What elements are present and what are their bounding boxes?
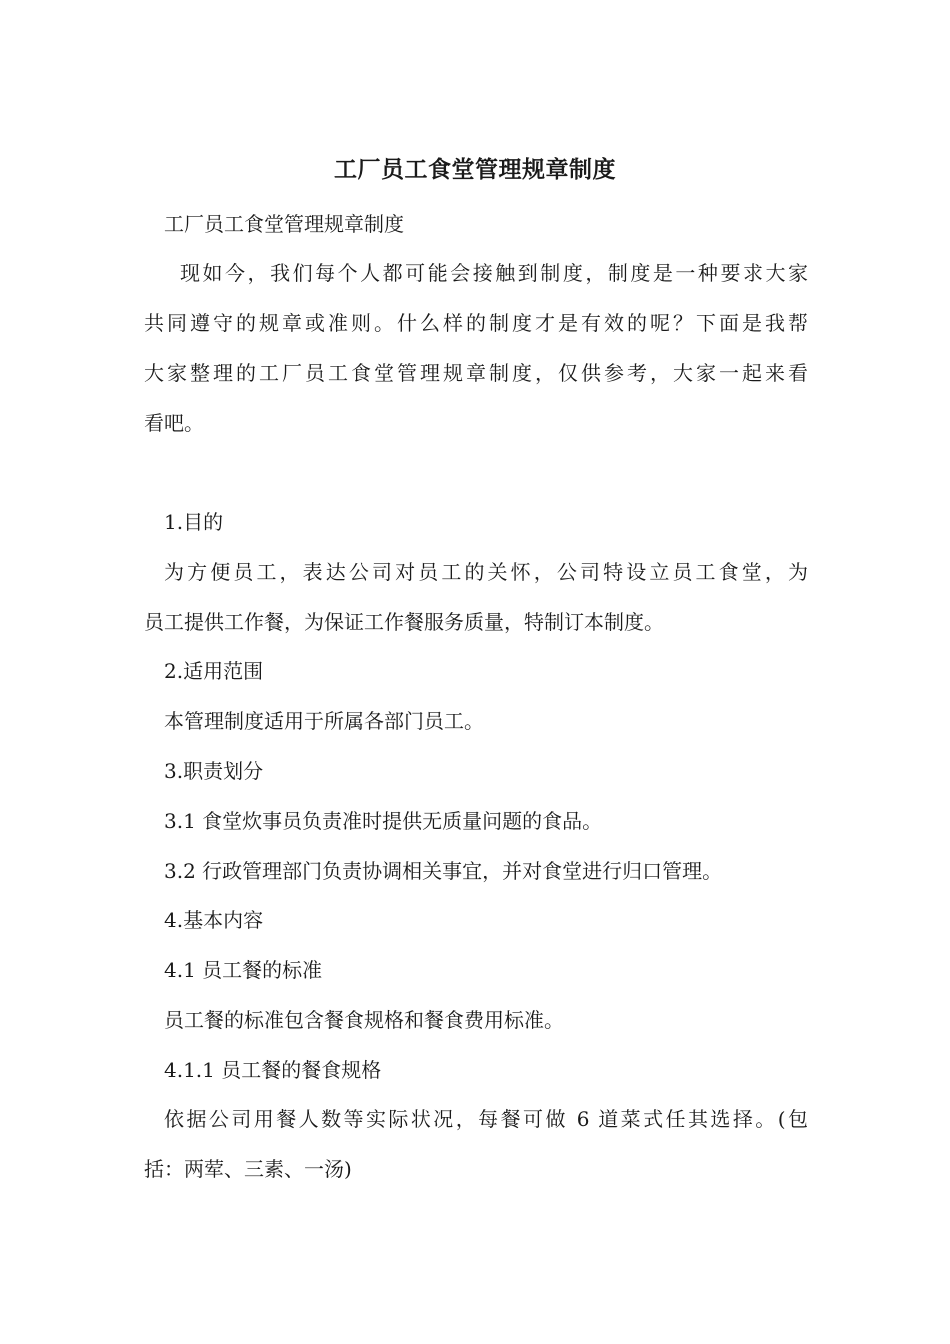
intro-line-1: 现如今，我们每个人都可能会接触到制度，制度是一种要求大家: [180, 261, 808, 285]
section-heading-3: 3.职责划分: [164, 759, 264, 783]
section-heading-1: 1.目的: [164, 510, 224, 534]
section-heading-4: 4.基本内容: [164, 908, 264, 932]
section-3-1: 3.1 食堂炊事员负责准时提供无质量问题的食品。: [164, 809, 603, 833]
section-4-1-line: 员工餐的标准包含餐食规格和餐食费用标准。: [164, 1008, 564, 1032]
section-4-1-heading: 4.1 员工餐的标准: [164, 958, 323, 982]
intro-line-3: 大家整理的工厂员工食堂管理规章制度，仅供参考，大家一起来看: [144, 361, 808, 385]
document-title: 工厂员工食堂管理规章制度: [334, 156, 616, 183]
section-1-line-1: 为方便员工，表达公司对员工的关怀，公司特设立员工食堂，为: [164, 560, 808, 584]
section-4-1-1-heading: 4.1.1 员工餐的餐食规格: [164, 1058, 382, 1082]
section-4-1-1-line-1: 依据公司用餐人数等实际状况，每餐可做 6 道菜式任其选择。(包: [164, 1107, 808, 1131]
section-2-line-1: 本管理制度适用于所属各部门员工。: [164, 709, 484, 733]
section-1-line-2: 员工提供工作餐，为保证工作餐服务质量，特制订本制度。: [144, 610, 664, 634]
section-3-2: 3.2 行政管理部门负责协调相关事宜，并对食堂进行归口管理。: [164, 859, 723, 883]
intro-line-2: 共同遵守的规章或准则。什么样的制度才是有效的呢？下面是我帮: [144, 311, 808, 335]
subtitle-line: 工厂员工食堂管理规章制度: [164, 212, 404, 236]
section-4-1-1-line-2: 括：两荤、三素、一汤): [144, 1157, 352, 1181]
section-heading-2: 2.适用范围: [164, 659, 264, 683]
intro-line-4: 看吧。: [144, 411, 204, 435]
